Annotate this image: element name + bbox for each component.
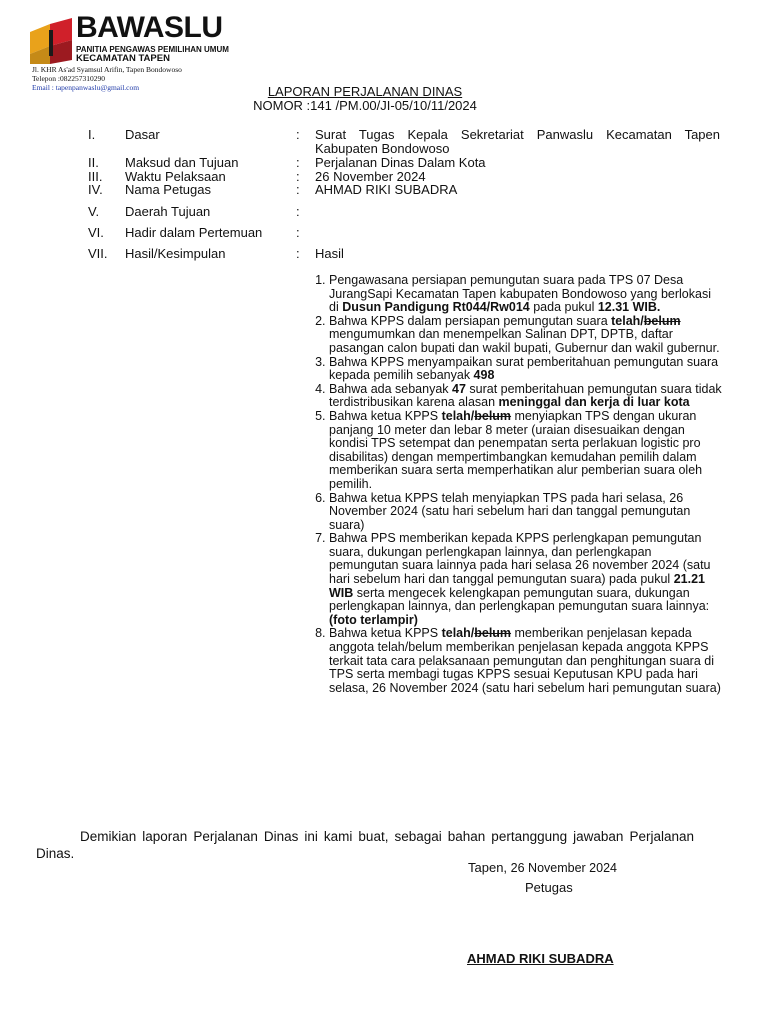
document-title: LAPORAN PERJALANAN DINAS — [267, 84, 463, 99]
list-item: 3. Bahwa KPPS menyampaikan surat pemberitahuan pemungutan suara kepada pemilih sebanyak 498 — [329, 356, 723, 383]
item-value: Perjalanan Dinas Dalam Kota — [315, 155, 486, 170]
item-label: Hasil/Kesimpulan — [125, 246, 226, 261]
list-item: 5. Bahwa ketua KPPS telah/belum menyiapkan TPS dengan ukuran panjang 10 meter dan lebar 8 meter (uraian disesuaikan dengan kondisi TPS setempat dan penempatan serta perlakuan logistic pro disabilitas) dengan mempertimbangkan kemudahan pemilih dalam memberikan suara serta memperhatikan alur pemberian suara oleh pemilih. — [329, 410, 723, 492]
item-label: Maksud dan Tujuan — [125, 155, 239, 170]
signature-name: AHMAD RIKI SUBADRA — [467, 951, 614, 966]
item-label: Daerah Tujuan — [125, 204, 211, 219]
item-colon: : — [296, 155, 300, 170]
item-value: 26 November 2024 — [315, 169, 426, 184]
letterhead-line2: KECAMATAN TAPEN — [76, 53, 170, 64]
item-label: Hadir dalam Pertemuan — [125, 225, 263, 240]
signature-role: Petugas — [525, 880, 573, 895]
bawaslu-logo-icon — [28, 16, 74, 66]
item-label: Dasar — [125, 127, 160, 142]
item-number: VII. — [88, 246, 108, 261]
phone-text: Telepon :082257310290 — [32, 74, 106, 83]
item-number: II. — [88, 155, 99, 170]
list-item: 6. Bahwa ketua KPPS telah menyiapkan TPS pada hari selasa, 26 November 2024 (satu hari sebelum hari dan tanggal pemungutan suara) — [329, 492, 723, 533]
list-item: 2. Bahwa KPPS dalam persiapan pemungutan suara telah/belum mengumumkan dan menempelkan Salinan DPT, DPTB, daftar pasangan calon bupati dan wakil bupati, Gubernur dan wakil gubernur. — [329, 315, 723, 356]
closing-paragraph: Demikian laporan Perjalanan Dinas ini kami buat, sebagai bahan pertanggung jawaban Perjalanan Dinas. — [36, 829, 694, 861]
item-colon: : — [296, 169, 300, 184]
list-item: 4. Bahwa ada sebanyak 47 surat pemberitahuan pemungutan suara tidak terdistribusikan karena alasan meninggal dan kerja di luar kota — [329, 383, 723, 410]
list-item: 7. Bahwa PPS memberikan kepada KPPS perlengkapan pemungutan suara, dukungan perlengkapan lainnya, dan perlengkapan pemungutan suara lainnya pada hari selasa 26 november 2024 (satu hari sebelum hari dan tanggal pemungutan suara) pada pukul 21.21 WIB serta mengecek kelengkapan pemungutan suara, dukungan perlengkapan lainnya, dan perlengkapan pemungutan suara lainnya: (foto terlampir) — [329, 532, 723, 627]
item-colon: : — [296, 204, 300, 219]
address-text: Jl. KHR As'ad Syamsul Arifin, Tapen Bondowoso — [32, 65, 182, 74]
signature-place: Tapen, — [468, 860, 508, 875]
brand-name: BAWASLU — [76, 11, 223, 44]
item-number: V. — [88, 204, 100, 219]
item-label: Nama Petugas — [125, 182, 211, 197]
item-label: Waktu Pelaksaan — [125, 169, 226, 184]
document-number: NOMOR :141 /PM.00/JI-05/10/11/2024 — [253, 98, 477, 113]
item-number: VI. — [88, 225, 104, 240]
item-colon: : — [296, 246, 300, 261]
item-number: I. — [88, 127, 96, 142]
letterhead-line1: PANITIA PENGAWAS PEMILIHAN UMUM — [76, 45, 229, 54]
email-text: Email : tapenpanwaslu@gmail.com — [32, 83, 140, 92]
signature-place-date — [468, 860, 617, 875]
results-list — [313, 274, 723, 695]
item-colon: : — [296, 127, 300, 142]
item-value: AHMAD RIKI SUBADRA — [315, 182, 458, 197]
signature-date: 26 November 2024 — [510, 861, 617, 875]
item-colon: : — [296, 182, 300, 197]
item-value: Hasil — [315, 246, 344, 261]
item-colon: : — [296, 225, 300, 240]
item-value-continued: Kabupaten Bondowoso — [315, 141, 450, 156]
item-number: IV. — [88, 182, 103, 197]
item-number: III. — [88, 169, 103, 184]
list-item: 8. Bahwa ketua KPPS telah/belum memberikan penjelasan kepada anggota telah/belum memberikan penjelasan kepada anggota KPPS terkait tata cara pelaksanaan pemungutan dan penghitungan suara di TPS serta membagi tugas KPPS sesuai Keputusan KPU pada hari selasa, 26 November 2024 (satu hari sebelum hari pemungutan suara) — [329, 627, 723, 695]
item-value: Surat Tugas Kepala Sekretariat Panwaslu Kecamatan Tapen — [315, 127, 720, 142]
list-item: 1. Pengawasana persiapan pemungutan suara pada TPS 07 Desa JurangSapi Kecamatan Tapen kabupaten Bondowoso yang berlokasi di Dusun Pandigung Rt044/Rw014 pada pukul 12.31 WIB. — [329, 274, 723, 315]
